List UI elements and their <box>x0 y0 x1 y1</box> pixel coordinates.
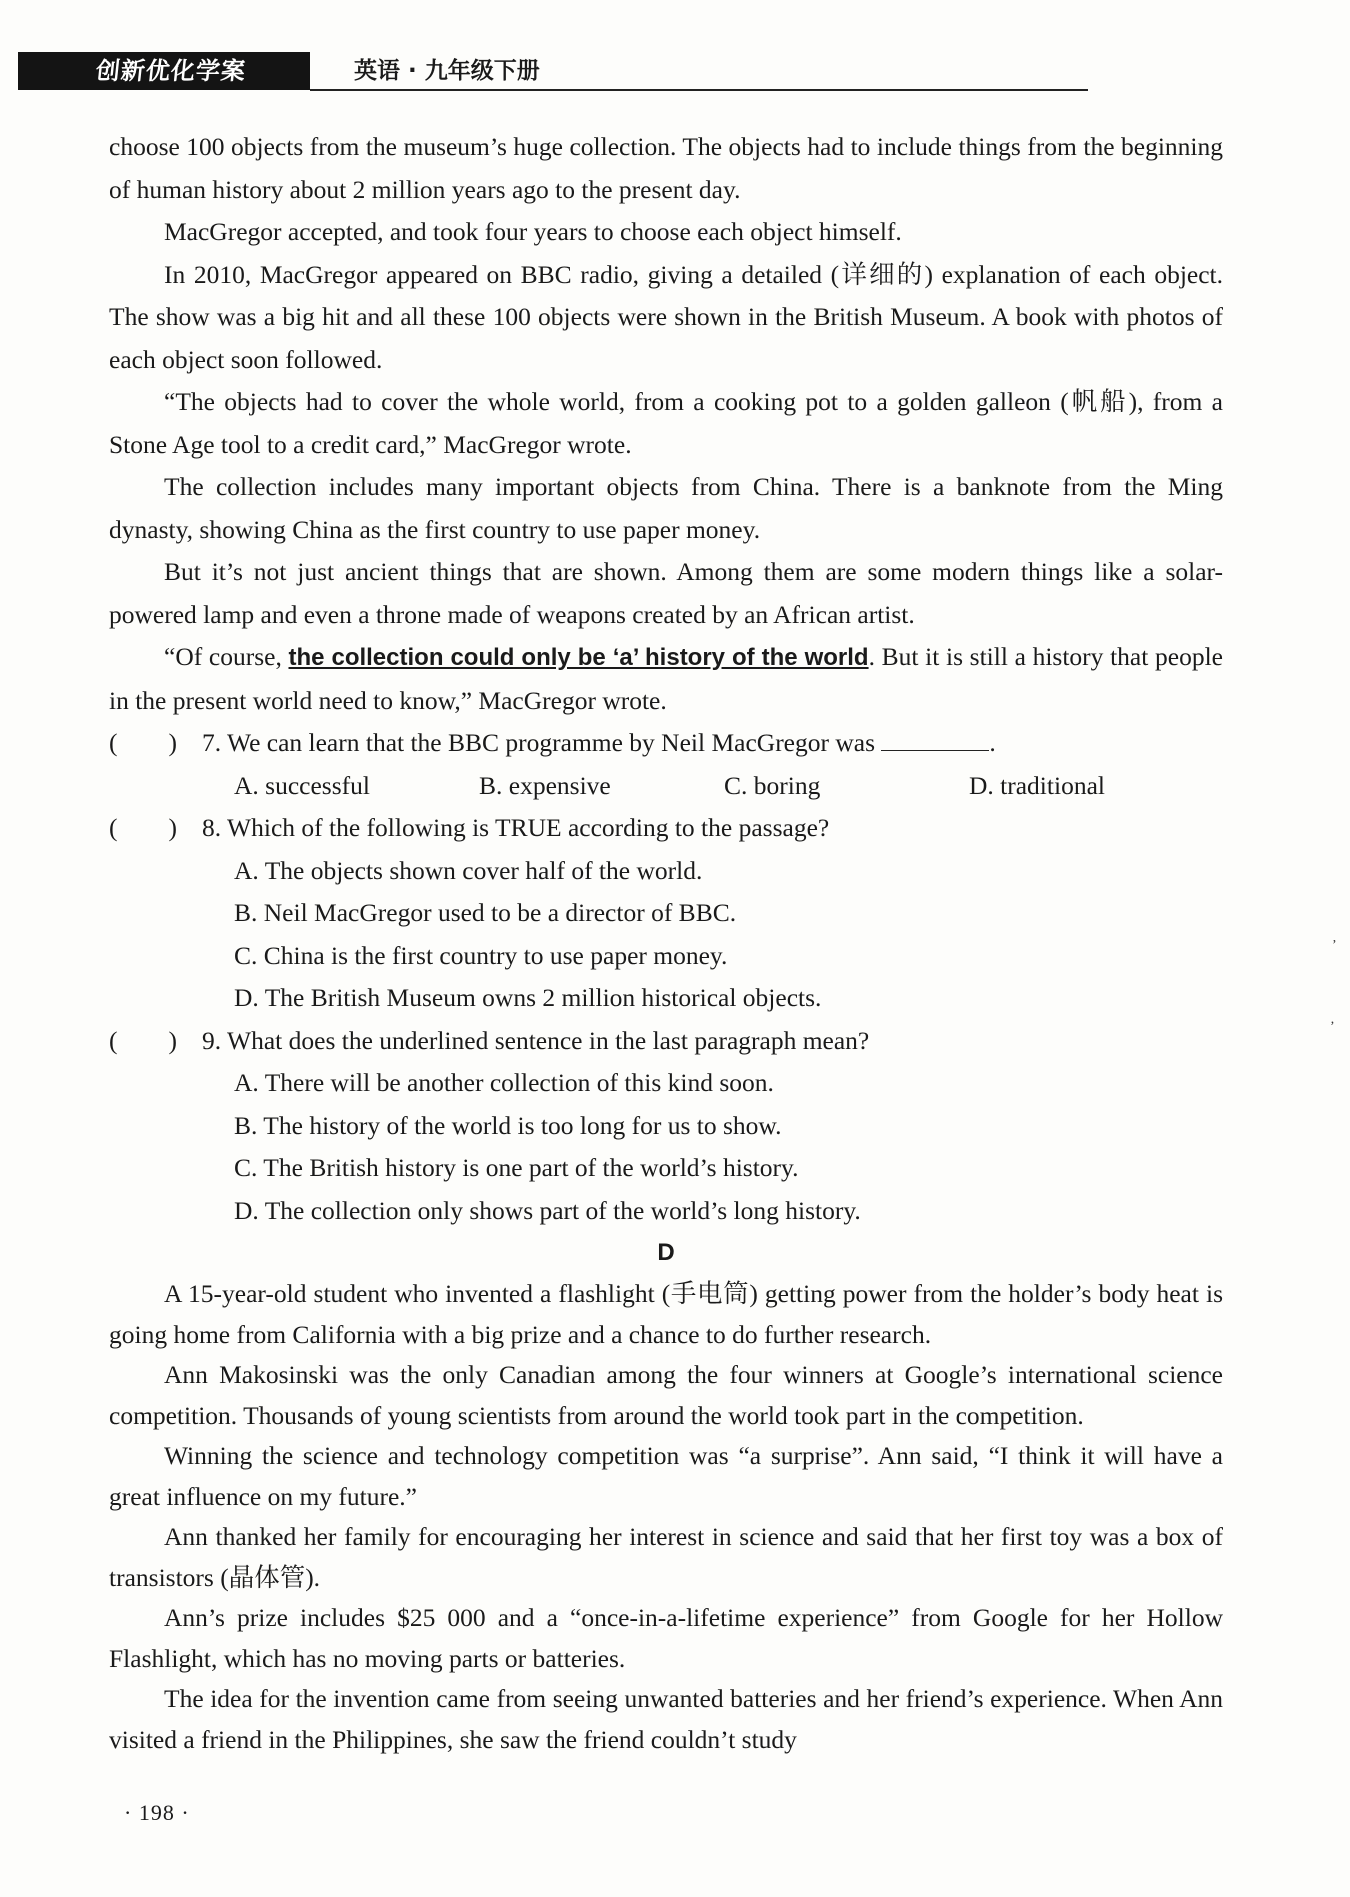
passage-d <box>109 1232 1223 1760</box>
option-c: C. The British history is one part of the world’s history. <box>234 1153 799 1182</box>
option-c: C. China is the first country to use paper money. <box>234 940 728 970</box>
paragraph: The idea for the invention came from seeing unwanted batteries and her friend’s experience. When Ann visited a friend in the Philippines, she saw the friend couldn’t study <box>109 1684 1223 1754</box>
underlined-sentence: the collection could only be ‘a’ history of the world <box>288 644 869 671</box>
question-stem <box>109 722 1223 765</box>
paragraph: The collection includes many important objects from China. There is a banknote from the Ming dynasty, showing China as the first country to use paper money. <box>109 472 1223 544</box>
paragraph: A 15-year-old student who invented a flashlight (手电筒) getting power from the holder’s body heat is going home from California with a big prize and a chance to do further research. <box>109 1279 1223 1349</box>
subject-title: 英语 · 九年级下册 <box>354 58 540 84</box>
option-d: D. The collection only shows part of the world’s long history. <box>234 1195 861 1225</box>
page-content <box>109 126 1223 1760</box>
scan-mark: ‚ <box>1330 1012 1335 1027</box>
page-number: · 198 · <box>124 1800 190 1825</box>
last-paragraph <box>109 636 1223 722</box>
option-b: B. Neil MacGregor used to be a director of BBC. <box>234 898 737 927</box>
question-7 <box>109 722 1223 807</box>
paragraph: MacGregor accepted, and took four years to choose each object himself. <box>164 217 902 246</box>
paragraph: Ann thanked her family for encouraging her interest in science and said that her first toy was a box of transistors (晶体管). <box>109 1522 1223 1592</box>
paragraph: Ann’s prize includes $25 000 and a “once-in-a-lifetime experience” from Google for her Hollow Flashlight, which has no moving parts or batteries. <box>109 1603 1223 1673</box>
option-a: A. There will be another collection of this kind soon. <box>234 1068 774 1097</box>
question-end: . <box>989 728 996 757</box>
paragraph: In 2010, MacGregor appeared on BBC radio, giving a detailed (详细的) explanation of each object. The show was a big hit and all these 100 objects were shown in the British Museum. A book with photos of each object soon followed. <box>109 259 1223 374</box>
paragraph: Ann Makosinski was the only Canadian among the four winners at Google’s international science competition. Thousands of young scientists from around the world took part in the competition. <box>109 1360 1223 1430</box>
answer-bracket[interactable]: ( ) <box>109 728 177 757</box>
option-b: B. The history of the world is too long for us to show. <box>234 1110 782 1140</box>
series-logo <box>18 52 310 90</box>
passage-c <box>109 126 1223 722</box>
paragraph: choose 100 objects from the museum’s huge collection. The objects had to include things from the beginning of human history about 2 million years ago to the present day. <box>109 132 1223 204</box>
option-b: B. expensive <box>479 770 611 800</box>
question-8 <box>109 807 1223 1020</box>
answer-bracket[interactable]: ( ) <box>109 813 177 842</box>
question-text: 7. We can learn that the BBC programme by Neil MacGregor was <box>202 728 876 757</box>
paragraph: “The objects had to cover the whole world, from a cooking pot to a golden galleon (帆船), from a Stone Age tool to a credit card,” MacGregor wrote. <box>109 387 1223 459</box>
text: “Of course, <box>164 642 289 671</box>
answer-bracket[interactable]: ( ) <box>109 1025 177 1055</box>
question-stem <box>109 1020 1223 1063</box>
text: . But it is still a history that people in the present world need to know,” MacGregor wrote. <box>109 642 1223 715</box>
option-a: A. The objects shown cover half of the world. <box>234 855 703 885</box>
question-text: 8. Which of the following is TRUE according to the passage? <box>202 813 830 842</box>
option-d: D. The British Museum owns 2 million historical objects. <box>234 983 822 1012</box>
page-header <box>18 52 1048 92</box>
paragraph: But it’s not just ancient things that are shown. Among them are some modern things like a solar-powered lamp and even a throne made of weapons created by an African artist. <box>109 557 1223 629</box>
paragraph: Winning the science and technology competition was “a surprise”. Ann said, “I think it will have a great influence on my future.” <box>109 1441 1223 1511</box>
options-row <box>109 765 1223 808</box>
scan-mark: ’ <box>1332 938 1337 953</box>
option-a: A. successful <box>234 770 370 800</box>
section-title: D <box>657 1239 675 1266</box>
question-stem <box>109 807 1223 850</box>
series-logo-text: 创新优化学案 <box>94 57 248 85</box>
question-text: 9. What does the underlined sentence in the last paragraph mean? <box>202 1025 870 1055</box>
option-c: C. boring <box>724 770 821 800</box>
option-d: D. traditional <box>969 770 1105 800</box>
answer-blank[interactable] <box>881 728 989 751</box>
question-9 <box>109 1020 1223 1233</box>
